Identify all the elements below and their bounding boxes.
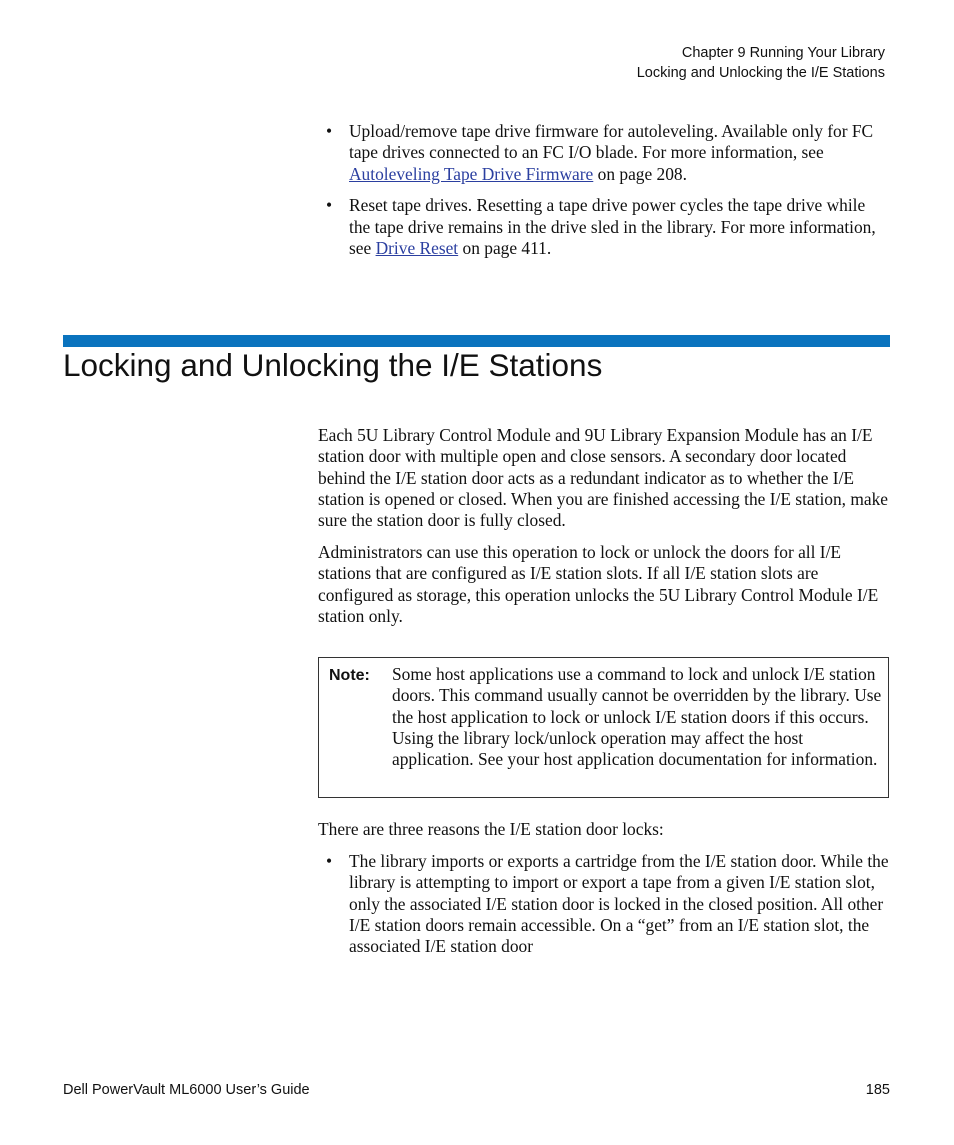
bullet-icon: • (326, 195, 333, 216)
section-title: Locking and Unlocking the I/E Stations (63, 347, 603, 383)
running-head-chapter: Chapter 9 Running Your Library (681, 45, 885, 61)
running-head-section: Locking and Unlocking the I/E Stations (636, 65, 885, 81)
reasons-intro: There are three reasons the I/E station door locks: (318, 819, 664, 839)
list-item: • The library imports or exports a cartridge from the I/E station door. While the library is attempting to import or export a tape from a given I/E station slot, only the associated I/E station door is locked in the closed position. All other I/E station doors remain accessible. On a “get” from an I/E station slot, the associated I/E station door (326, 851, 889, 957)
footer-title: Dell PowerVault ML6000 User’s Guide (63, 1082, 310, 1098)
page-number: 185 (865, 1082, 890, 1098)
paragraph-administrators: Administrators can use this operation to lock or unlock the doors for all I/E stations that are configured as I/E station slots. If all I/E station slots are configured as storage, this operation unlocks the 5U Library Control Module I/E station only. (318, 542, 879, 626)
paragraph-intro: Each 5U Library Control Module and 9U Library Expansion Module has an I/E station door with multiple open and close sensors. A secondary door located behind the I/E station door acts as a redundant indicator as to whether the I/E station is opened or closed. When you are finished accessing the I/E station, make sure the station door is fully closed. (318, 425, 889, 531)
bullet-icon: • (326, 121, 333, 141)
list-item: • Upload/remove tape drive firmware for autoleveling. Available only for FC tape drives connected to an FC I/O blade. For more information, see Autoleveling Tape Drive Firmware on page 208. (326, 121, 874, 184)
list-item: • Reset tape drives. Resetting a tape drive power cycles the tape drive while the tape drive remains in the drive sled in the library. For more information, see Drive Reset on page 411. (326, 195, 876, 258)
top-bullet-list (318, 121, 890, 270)
note-box (318, 657, 889, 798)
bullet-icon: • (326, 851, 333, 871)
drive-reset-link[interactable]: Drive Reset (375, 237, 459, 258)
note-text: Some host applications use a command to lock and unlock I/E station doors. This command usually cannot be overridden by the library. Use the host application to lock or unlock I/E station doors if this occurs. Using the library lock/unlock operation may affect the host application. See your host application documentation for information. (392, 664, 882, 770)
note-label: Note: (329, 667, 370, 684)
running-head (637, 43, 885, 83)
reasons-list (318, 851, 890, 968)
autoleveling-firmware-link[interactable]: Autoleveling Tape Drive Firmware (349, 163, 594, 184)
